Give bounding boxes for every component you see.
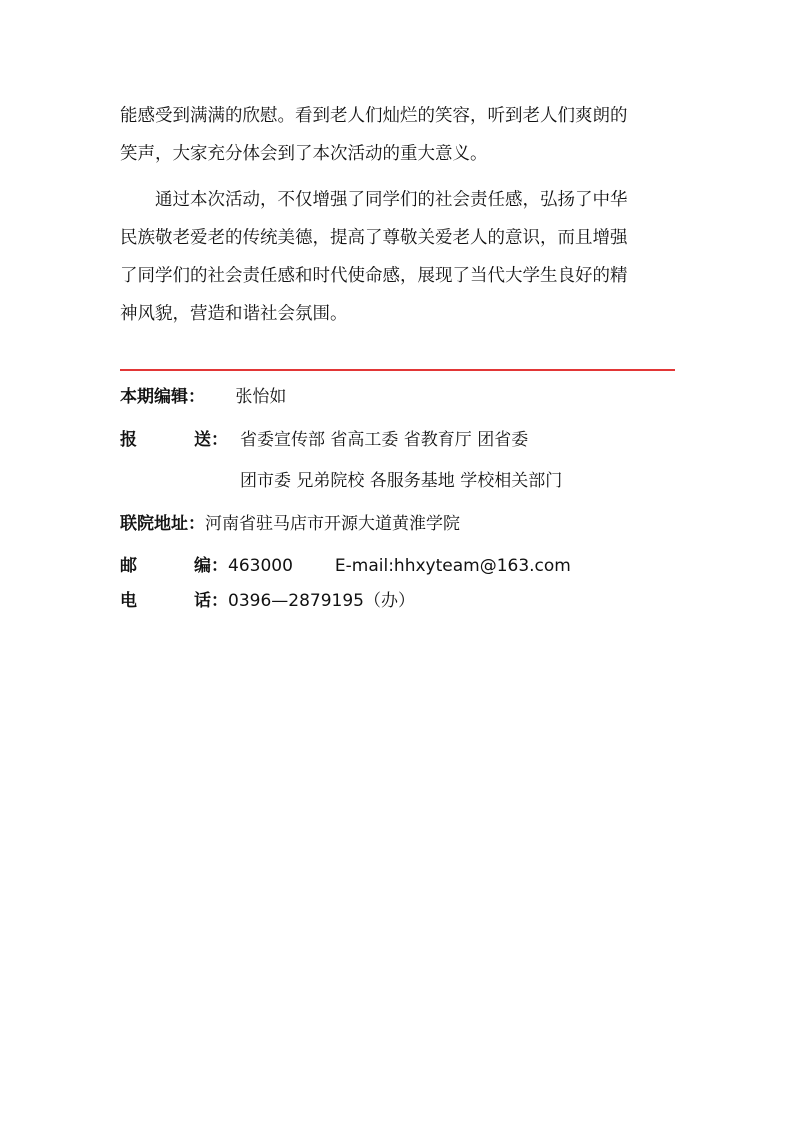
paragraph-1	[120, 97, 675, 173]
phone-row	[120, 586, 415, 616]
paragraph-line: 了同学们的社会责任感和时代使命感，展现了当代大学生良好的精	[120, 266, 628, 286]
red-divider	[120, 369, 675, 371]
address-value: 河南省驻马店市开源大道黄淮学院	[205, 514, 460, 534]
send-label-part: 送：	[194, 430, 228, 450]
postcode-label-part: 编：	[194, 556, 228, 576]
send-row-continued	[240, 466, 562, 496]
send-row	[120, 425, 528, 455]
paragraph-line: 民族敬老爱老的传统美德，提高了尊敬关爱老人的意识，而且增强	[120, 228, 628, 248]
phone-label-part: 电	[120, 591, 137, 611]
send-recipients-line-2: 团市委 兄弟院校 各服务基地 学校相关部门	[240, 471, 563, 491]
postcode-value: 463000	[228, 556, 293, 576]
address-label: 联院地址：	[120, 514, 205, 534]
phone-label	[120, 586, 228, 616]
editor-label: 本期编辑：	[120, 387, 205, 407]
paragraph-line: 神风貌，营造和谐社会氛围。	[120, 304, 348, 324]
paragraph-line: 笑声，大家充分体会到了本次活动的重大意义。	[120, 144, 488, 164]
send-label-part: 报	[120, 430, 137, 450]
send-recipients-line-1: 省委宣传部 省高工委 省教育厅 团省委	[240, 430, 529, 450]
editor-row	[120, 382, 286, 412]
paragraph-2	[120, 181, 675, 333]
paragraph-line: 通过本次活动，不仅增强了同学们的社会责任感，弘扬了中华	[120, 190, 628, 210]
phone-value: 0396—2879195（办）	[228, 591, 415, 611]
postcode-label-part: 邮	[120, 556, 137, 576]
email-address[interactable]: E-mail:hhxyteam@163.com	[334, 556, 571, 576]
postcode-label	[120, 551, 228, 581]
phone-label-part: 话：	[194, 591, 228, 611]
postcode-row	[120, 551, 571, 581]
editor-value: 张怡如	[235, 387, 287, 407]
address-row	[120, 509, 460, 539]
send-label	[120, 425, 228, 455]
paragraph-line: 能感受到满满的欣慰。看到老人们灿烂的笑容，听到老人们爽朗的	[120, 106, 628, 126]
